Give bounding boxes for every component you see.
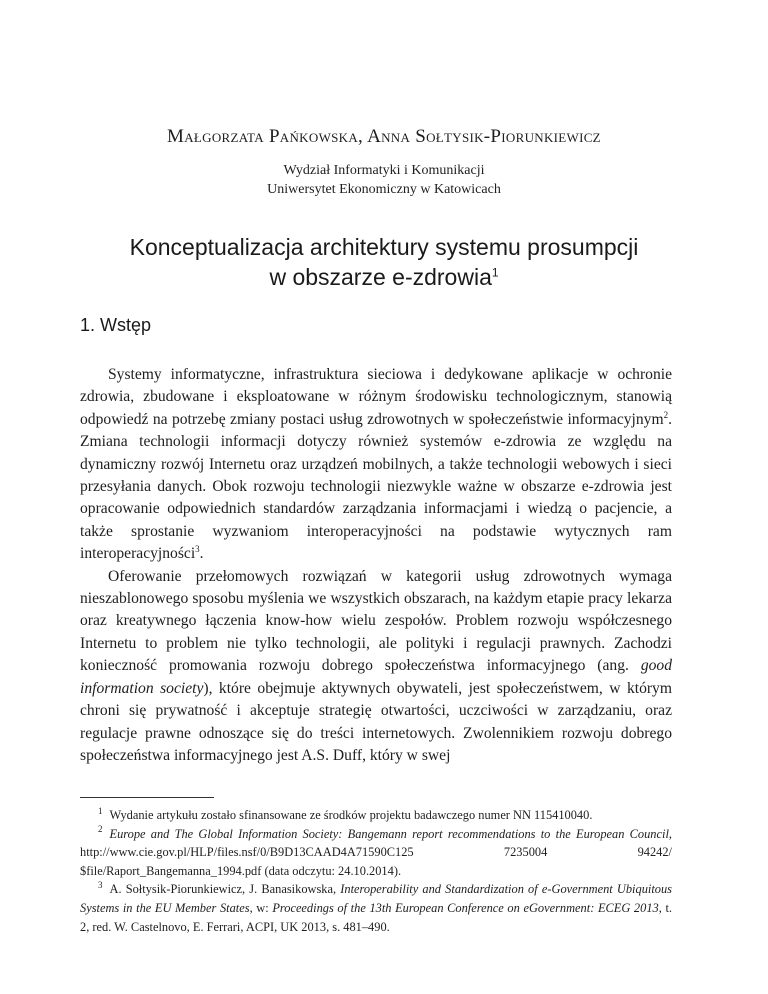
footnote-ref-2[interactable]: 2 <box>663 409 669 420</box>
title-line-1: Konceptualizacja architektury systemu prosumpcji <box>129 234 639 260</box>
title-line-2: w obszarze e-zdrowia <box>269 264 492 290</box>
paragraph-1 <box>80 364 672 566</box>
paragraph-1-text-a: Systemy informatyczne, infrastruktura sieciowa i dedykowane aplikacje w ochronie zdrowia, zbudowane i eksploatowane w różnym środowisku technologicznym, stanowią odpowiedź na potrzebę zmiany postaci usług zdrowotnych w społeczeństwie informacyjnym <box>80 366 672 428</box>
paragraph-2-emphasis: good information society <box>80 657 672 697</box>
paragraph-2-text-a: Oferowanie przełomowych rozwiązań w kategorii usług zdrowotnych wymaga nieszablonowego sposobu myślenia we wszystkich obszarach, na każdym etapie pracy lekarza oraz kreatywnego łączenia know-how wielu zespołów. Problem rozwoju współczesnego Internetu to problem nie tylko technologii, ale polityki i regulacji prawnych. Zachodzi konieczność promowania rozwoju dobrego społeczeństwa informacyjnego (ang. <box>80 567 672 675</box>
paragraph-2 <box>80 566 672 768</box>
footnote-separator <box>80 797 214 798</box>
authors: Małgorzata Pańkowska, Anna Sołtysik-Piorunkiewicz <box>167 126 601 147</box>
affiliation-university: Uniwersytet Ekonomiczny w Katowicach <box>267 182 501 197</box>
footnotes <box>80 806 672 936</box>
paragraph-1-text-c: . <box>199 545 204 563</box>
footnote-3-authors: A. Sołtysik-Piorunkiewicz, J. Banasikowska, <box>109 882 341 897</box>
footnote-2 <box>80 825 672 881</box>
footnote-3-title: Interoperability and Standardization of e-Government Ubiquitous Systems in the EU Member States <box>80 882 672 915</box>
paragraph-2-text-b: ), które obejmuje aktywnych obywateli, jest społeczeństwem, w którym chroni się prywatność i akceptuje strategię otwartości, uczciwości w zarządzaniu, oraz regulacje prawne odnoszące się do treści internetowych. Zwolennikiem rozwoju dobrego społeczeństwa informacyjnego jest A.S. Duff, który w swej <box>80 679 672 764</box>
footnote-3-details: , t. 2, red. W. Castelnovo, E. Ferrari, ACPI, UK 2013, s. 481–490. <box>80 900 672 934</box>
footnote-1-mark: 1 <box>98 805 103 816</box>
footnote-ref-3[interactable]: 3 <box>195 544 200 555</box>
footnote-3-mark: 3 <box>98 880 103 891</box>
footnote-3-proceedings: Proceedings of the 13th European Conference on eGovernment: ECEG 2013 <box>272 900 659 915</box>
article-title <box>60 232 708 292</box>
footnote-2-mark: 2 <box>98 824 103 835</box>
footnote-2-text[interactable]: , http://www.cie.gov.pl/HLP/files.nsf/0/B9D13CAAD4A71590C125 7235004 94242/ $file/Raport_Bangemanna_1994.pdf (data odczytu: 24.10.2014). <box>80 826 672 878</box>
footnote-1-text: Wydanie artykułu zostało sfinansowane ze środków projektu badawczego numer NN 115410040. <box>109 808 593 822</box>
footnote-3-in: , w: <box>249 900 273 915</box>
section-heading: 1. Wstęp <box>80 315 152 335</box>
footnote-2-title: Europe and The Global Information Society: Bangemann report recommendations to the European Council <box>109 826 669 841</box>
body-text <box>80 364 672 767</box>
footnote-1 <box>80 806 672 825</box>
footnote-3 <box>80 880 672 936</box>
paragraph-1-text-b: . Zmiana technologii informacji dotyczy również systemów e-zdrowia ze względu na dynamiczny rozwój Internetu oraz urządzeń mobilnych, a także technologii webowych i sieci przesyłania danych. Obok rozwoju technologii niezwykle ważne w obszarze e-zdrowia jest opracowanie odpowiednich standardów zarządzania informacjami i wiedzą o pacjencie, a także sprostanie wyzwaniom interoperacyjności na podstawie wytycznych ram interoperacyjności <box>80 410 672 563</box>
title-footnote-ref[interactable]: 1 <box>491 265 499 280</box>
affiliation-department: Wydział Informatyki i Komunikacji <box>283 163 485 178</box>
